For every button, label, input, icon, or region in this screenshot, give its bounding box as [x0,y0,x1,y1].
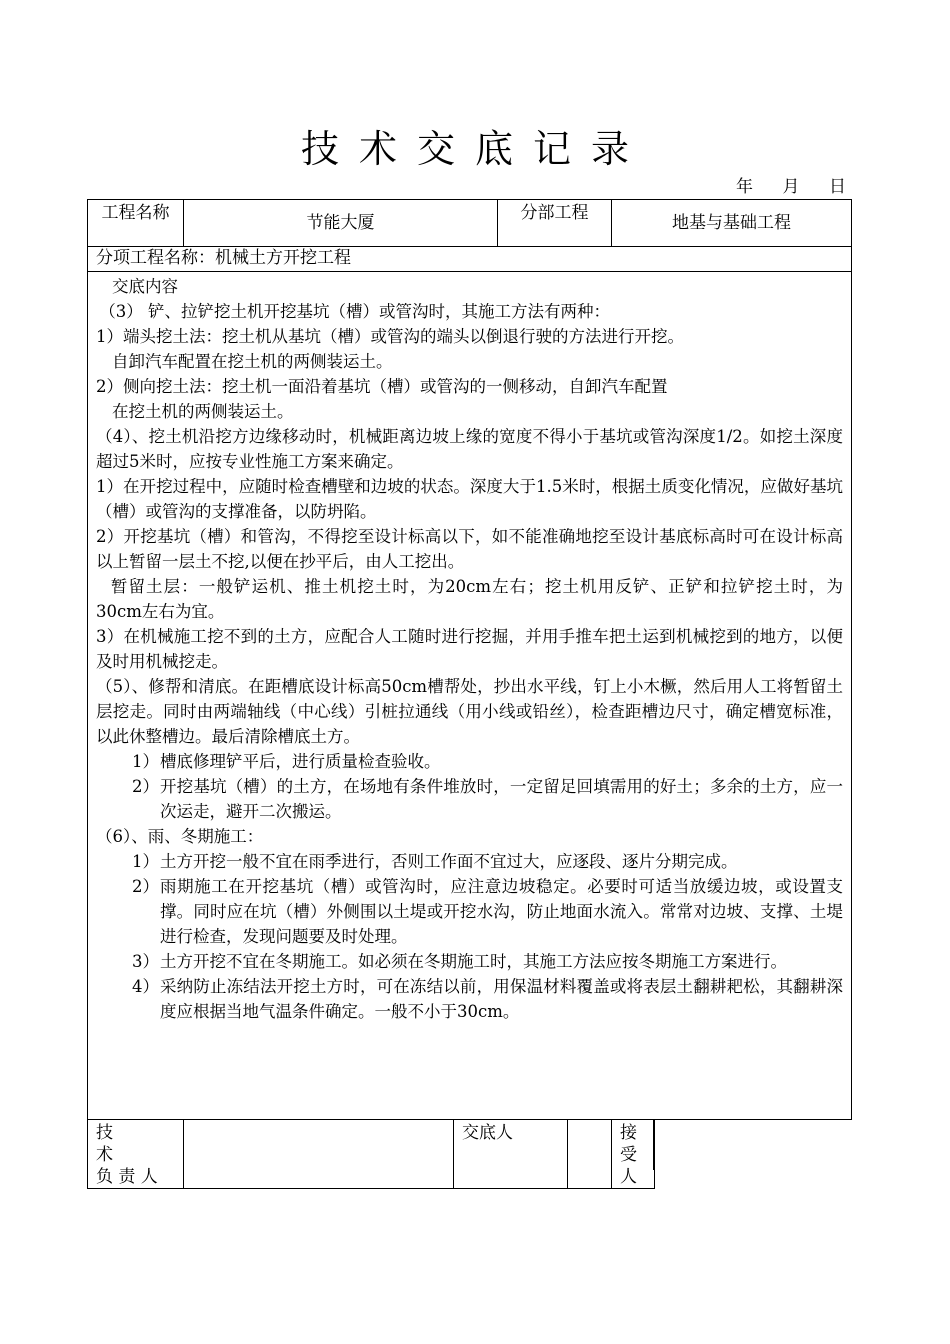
list-item-text: 土方开挖一般不宜在雨季进行，否则工作面不宜过大，应逐段、逐片分期完成。 [160,852,738,871]
section-4-item-2: 2）开挖基坑（槽）和管沟，不得挖至设计标高以下，如不能准确地挖至设计基底标高时可在设计标高以上暂留一层土不挖,以便在抄平后，由人工挖出。 [96,527,843,571]
section-4-item-2-note: 暂留土层：一般铲运机、推土机挖土时，为20cm左右；挖土机用反铲、正铲和拉铲挖土时，为30cm左右为宜。 [96,577,843,621]
receiver-label: 接受人 [612,1120,654,1170]
subproject-row [88,247,852,272]
list-item [96,749,843,774]
list-item-number: 3） [132,952,159,971]
section-3-item-2: 2）侧向挖土法：挖土机一面沿着基坑（槽）或管沟的一侧移动，自卸汽车配置 [96,377,668,396]
list-item [96,974,843,1024]
list-item-number: 2） [132,777,159,796]
division-label: 分部工程 [498,200,612,247]
date-day: 日 [829,177,846,197]
subproject-name: 分项工程名称：机械土方开挖工程 [88,247,852,272]
handover-person-label: 交底人 [454,1120,568,1189]
list-item-text: 开挖基坑（槽）的土方，在场地有条件堆放时，一定留足回填需用的好土；多余的土方，应一次运走，避开二次搬运。 [160,777,843,821]
tech-lead-label-line-1 [96,1122,175,1166]
section-5-heading: （5）、修帮和清底。在距槽底设计标高50cm槽帮处，抄出水平线，钉上小木橛，然后用人工将暂留土层挖走。同时由两端轴线（中心线）引桩拉通线（用小线或铅丝），检查距槽边尺寸，确定槽宽标准，以此休整槽边。最后清除槽底土方。 [96,677,843,746]
project-name-label: 工程名称 [88,200,184,247]
section-3-item-1: 1）端头挖土法：挖土机从基坑（槽）或管沟的端头以倒退行驶的方法进行开挖。 [96,327,684,346]
tech-lead-label-char-2: 术 [96,1145,113,1165]
section-3-heading: （3） 铲、拉铲挖土机开挖基坑（槽）或管沟时，其施工方法有两种： [99,302,611,321]
date-month: 月 [782,177,800,197]
section-6-heading: （6）、雨、冬期施工： [96,827,264,846]
list-item-number: 1） [132,752,159,771]
section-3-item-2-continued: 在挖土机的两侧装运土。 [112,402,294,421]
handover-person-field[interactable] [568,1120,612,1189]
division-value: 地基与基础工程 [612,200,852,247]
tech-lead-label-char-1: 技 [96,1123,113,1143]
content-cell [88,272,852,1120]
list-item-number: 1） [132,852,159,871]
tech-lead-label [88,1120,184,1189]
content-row [88,272,852,1120]
content-label: 交底内容 [112,277,178,296]
list-item-text: 雨期施工在开挖基坑（槽）或管沟时，应注意边坡稳定。必要时可适当放缓边坡，或设置支撑。同时应在坑（槽）外侧围以土堤或开挖水沟，防止地面水流入。常常对边坡、支撑、土堤进行检查，发现问题要及时处理。 [160,877,843,946]
list-item-text: 土方开挖不宜在冬期施工。如必须在冬期施工时，其施工方法应按冬期施工方案进行。 [160,952,787,971]
tech-lead-signature-field[interactable] [184,1120,454,1189]
signature-row [88,1120,852,1189]
list-item-text: 槽底修理铲平后，进行质量检查验收。 [160,752,441,771]
date-line [736,176,846,198]
list-item [96,874,843,949]
list-item-number: 2） [132,877,159,896]
tech-lead-label-line-2: 负 责 人 [96,1167,158,1187]
header-row [88,200,852,247]
receiver-cell [612,1120,655,1189]
page-title: 技术交底记录 [300,127,649,171]
record-table [87,199,852,1189]
section-4-item-3: 3）在机械施工挖不到的土方，应配合人工随时进行挖掘，并用手推车把土运到机械挖到的地方，以便及时用机械挖走。 [96,627,843,671]
section-3-item-1-continued: 自卸汽车配置在挖土机的两侧装运土。 [112,352,393,371]
list-item [96,774,843,824]
list-item [96,849,843,874]
list-item [96,949,843,974]
project-name-value: 节能大厦 [184,200,498,247]
date-year: 年 [736,177,753,197]
section-4-heading: （4）、挖土机沿挖方边缘移动时，机械距离边坡上缘的宽度不得小于基坑或管沟深度1/2。如挖土深度超过5米时，应按专业性施工方案来确定。 [96,427,843,471]
section-4-item-1: 1）在开挖过程中，应随时检查槽壁和边坡的状态。深度大于1.5米时，根据土质变化情况，应做好基坑（槽）或管沟的支撑准备，以防坍陷。 [96,477,843,521]
list-item-text: 采纳防止冻结法开挖土方时，可在冻结以前，用保温材料覆盖或将表层土翻耕耙松，其翻耕深度应根据当地气温条件确定。一般不小于30cm。 [160,977,843,1021]
list-item-number: 4） [132,977,159,996]
